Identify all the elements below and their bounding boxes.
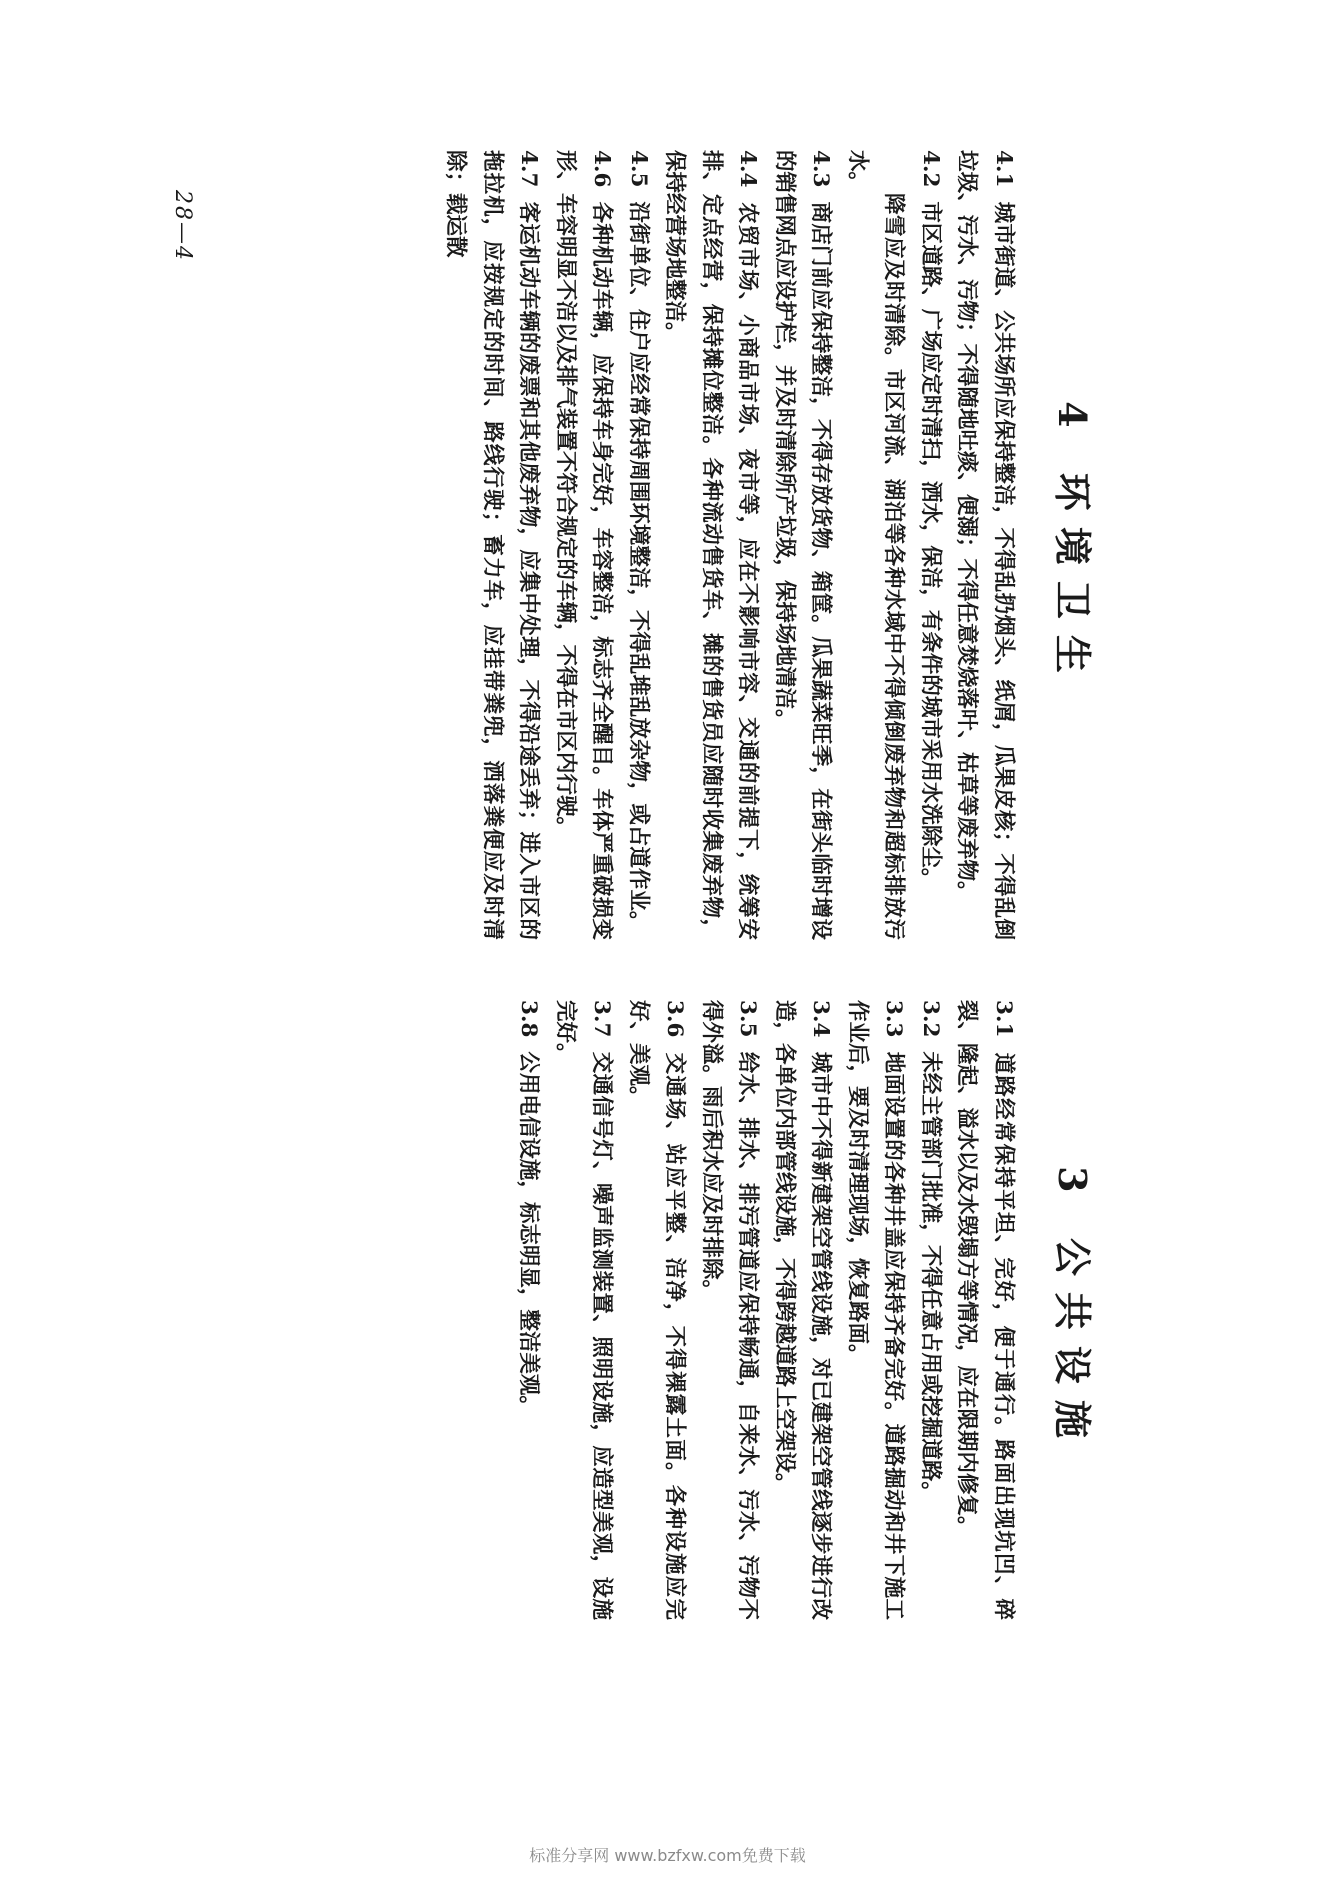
clause: [766, 1000, 839, 1620]
clause: [620, 150, 657, 940]
clause-number: 4.2: [918, 150, 943, 188]
clause: [656, 150, 766, 940]
clause: [510, 1000, 547, 1620]
clause-number: 4.1: [991, 150, 1016, 188]
clause: [620, 1000, 693, 1620]
clause-number: 4.4: [735, 150, 761, 188]
clause-number: 3.7: [589, 1000, 615, 1038]
page-number: 28—4: [170, 190, 195, 262]
clause-text: 交通信号灯、噪声监测装置、照明设施，应造型美观，设施完好。: [553, 1000, 615, 1620]
clause-text: 未经主管部门批准，不得任意占用或挖掘道路。: [918, 1051, 943, 1503]
clause: [766, 150, 839, 940]
clause-text: 市区道路、广场应定时清扫，洒水，保洁，有条件的城市采用水洗除尘。: [918, 201, 943, 890]
section-public-facilities: [510, 1000, 1095, 1620]
clause-number: 3.1: [991, 1000, 1016, 1038]
clause: [912, 1000, 949, 1620]
clause-text: 客运机动车辆的废票和其他废弃物，应集中处理，不得沿途丢弃；进入市区的拖拉机，应按规定的时间、路线行驶；畜力车，应挂带粪兜，洒落粪便应及时清除；载运散: [443, 150, 542, 940]
clause-number: 4.6: [589, 150, 615, 188]
clause-number: 3.2: [918, 1000, 943, 1038]
clause-text: 公用电信设施，标志明显，整洁美观。: [516, 1051, 542, 1417]
clause: [547, 1000, 620, 1620]
clause-number: 3.5: [735, 1000, 761, 1038]
clause-text: 农贸市场、小商品市场、夜市等，应在不影响市容、交通的前提下，统筹安排、定点经营，保持摊位整洁。各种流动售货车、摊的售货员应随时收集废弃物，保持经营场地整洁。: [662, 150, 761, 940]
clause-number: 3.3: [881, 1000, 907, 1038]
clause-number: 3.4: [808, 1000, 834, 1038]
clause-text: 商店门前应保持整洁，不得存放货物、箱筐。瓜果蔬菜旺季，在街头临时增设的销售网点应设护栏，并及时清除所产垃圾，保持场地清洁。: [772, 150, 834, 940]
clause: [912, 150, 949, 940]
clause-text: 各种机动车辆，应保持车身完好，车容整洁，标志齐全醒目。车体严重破损变形、车容明显不洁以及排气装置不符合规定的车辆，不得在市区内行驶。: [553, 150, 615, 940]
clause-continuation: [839, 150, 912, 940]
clause: [547, 150, 620, 940]
clause: [948, 1000, 1021, 1620]
section-title: 4 环境卫生: [1050, 401, 1095, 689]
clause: [839, 1000, 912, 1620]
clause-text: 沿街单位、住户应经常保持周围环境整洁，不得乱堆乱放杂物，或占道作业。: [626, 201, 651, 933]
clause-number: 3.6: [662, 1000, 688, 1038]
clause-number: 4.3: [808, 150, 834, 188]
section-environmental-sanitation: [437, 150, 1095, 940]
clause-list: [437, 150, 1021, 940]
watermark-footer: 标准分享网 www.bzfxw.com免费下载: [529, 1846, 806, 1865]
clause-text: 交通场、站应平整、洁净，不得裸露土面。各种设施应完好、美观。: [626, 1000, 688, 1620]
clause: [948, 150, 1021, 940]
clause: [437, 150, 547, 940]
clause-number: 4.5: [626, 150, 651, 188]
clause-text: 降雪应及时清除。市区河流、湖泊等各种水域中不得倾倒废弃物和超标排放污水。: [845, 150, 907, 940]
clause-number: 4.7: [516, 150, 542, 188]
clause-list: [510, 1000, 1021, 1620]
section-title: 3 公共设施: [1050, 1166, 1095, 1454]
clause: [693, 1000, 766, 1620]
clause-text: 城市中不得新建架空管线设施，对已建架空管线逐步进行改造，各单位内部管线设施，不得跨越道路上空架设。: [772, 1000, 834, 1620]
clause-text: 地面设置的各种井盖应保持齐备完好。道路掘动和井下施工作业后，要及时清理现场，恢复路面。: [845, 1000, 907, 1620]
clause-text: 道路经常保持平坦、完好，便于通行。路面出现坑凹、碎裂、隆起、溢水以及水毁塌方等情况，应在限期内修复。: [954, 1000, 1016, 1620]
clause-text: 城市街道、公共场所应保持整洁，不得乱扔烟头、纸屑，瓜果皮核；不得乱倒垃圾、污水、污物；不得随地吐痰、便溺；不得任意焚烧落叶、枯草等废弃物。: [954, 150, 1016, 940]
clause-text: 给水、排水、排污管道应保持畅通，自来水、污水、污物不得外溢。雨后积水应及时排除。: [699, 1000, 761, 1620]
clause-number: 3.8: [516, 1000, 542, 1038]
